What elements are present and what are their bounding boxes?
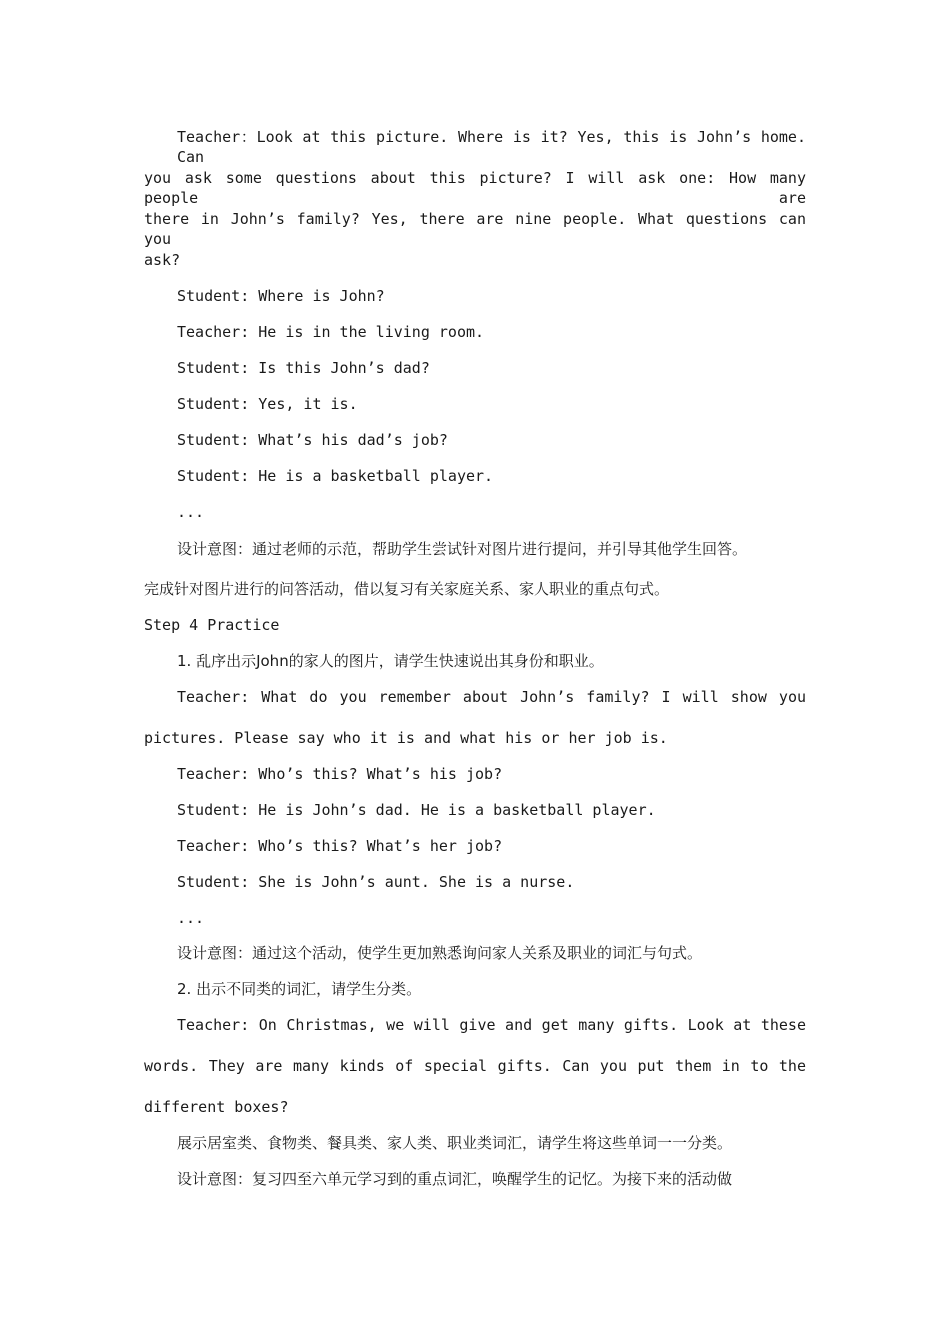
text-line: Teacher: On Christmas, we will give and get many gifts. Look at these <box>177 1016 806 1034</box>
text-line: words. They are many kinds of special gifts. Can you put them in to the <box>144 1057 806 1075</box>
text-line: 1. 乱序出示John的家人的图片，请学生快速说出其身份和职业。 <box>177 652 604 670</box>
text-line: 展示居室类、食物类、餐具类、家人类、职业类词汇，请学生将这些单词一一分类。 <box>177 1134 733 1152</box>
text-line: Student: She is John’s aunt. She is a nurse. <box>177 873 575 891</box>
text-line: there in John’s family? Yes, there are nine people. What questions can you <box>144 210 806 248</box>
text-line: Teacher：Look at this picture. Where is it? Yes, this is John’s home. Can <box>177 128 806 166</box>
text-line: Student: Is this John’s dad? <box>177 359 430 377</box>
text-line: Teacher: What do you remember about John’s family? I will show you <box>177 688 806 706</box>
text-line: Teacher: Who’s this? What’s her job? <box>177 837 503 855</box>
text-line: Teacher: Who’s this? What’s his job? <box>177 765 503 783</box>
design-intent-line: 完成针对图片进行的问答活动，借以复习有关家庭关系、家人职业的重点句式。 <box>144 580 670 598</box>
text-line: Teacher: He is in the living room. <box>177 323 485 341</box>
text-line: Student: What’s his dad’s job? <box>177 431 448 449</box>
text-line: ... <box>177 909 205 927</box>
text-line: Student: Yes, it is. <box>177 395 358 413</box>
text-line: Student: He is John’s dad. He is a basketball player. <box>177 801 656 819</box>
text-line: 2. 出示不同类的词汇，请学生分类。 <box>177 980 422 998</box>
text-line: Student: He is a basketball player. <box>177 467 494 485</box>
design-intent-line: 设计意图：通过这个活动，使学生更加熟悉询问家人关系及职业的词汇与句式。 <box>177 944 703 962</box>
text-line: different boxes? <box>144 1098 289 1116</box>
text-line: ask? <box>144 251 181 269</box>
text-line: you ask some questions about this picture? I will ask one: How many people are <box>144 169 806 207</box>
text-line: pictures. Please say who it is and what his or her job is. <box>144 729 668 747</box>
text-line: ... <box>177 503 205 521</box>
design-intent-line: 设计意图：复习四至六单元学习到的重点词汇，唤醒学生的记忆。为接下来的活动做 <box>177 1170 733 1188</box>
design-intent-line: 设计意图：通过老师的示范，帮助学生尝试针对图片进行提问，并引导其他学生回答。 <box>177 540 748 558</box>
text-line: Student: Where is John? <box>177 287 385 305</box>
section-heading: Step 4 Practice <box>144 616 280 634</box>
